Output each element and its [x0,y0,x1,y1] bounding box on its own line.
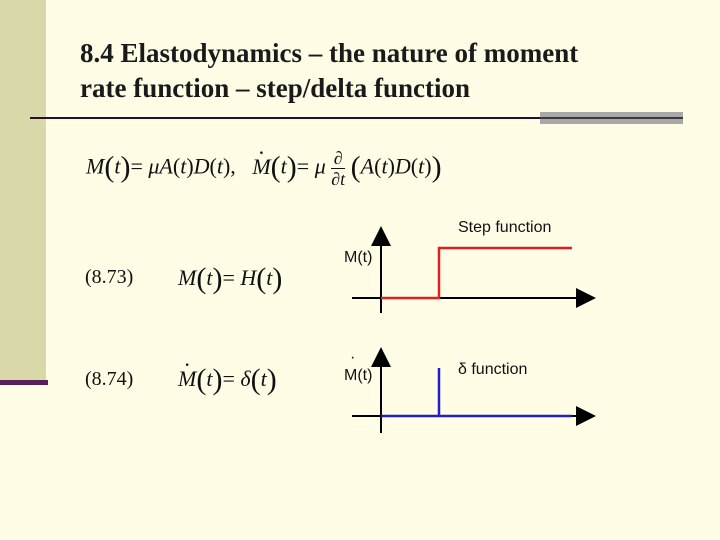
delta-graph-title: δ function [458,361,528,378]
step-graph-ylabel: M(t) [344,249,373,266]
step-graph-xlabel: t [576,288,581,305]
title-line-2: rate function – step/delta function [80,73,470,103]
step-function-curve [381,248,572,298]
step-function-graph [352,236,586,313]
delta-graph-ydot: · [350,349,356,366]
equation-number-873: (8.73) [85,266,134,288]
definition-equation: M(t)= μA(t)D(t), · M(t)= μ $\frac{\partial}{\partial t}$ (A(t)D(t)) [86,148,442,189]
equation-873: M(t)= H(t) [178,262,283,295]
equation-number-874: (8.74) [85,368,134,390]
step-graph-title: Step function [458,219,552,236]
title-line-1: 8.4 Elastodynamics – the nature of moment [80,38,579,68]
delta-graph-xlabel: t [576,406,581,423]
delta-function-curve [381,368,572,416]
delta-function-graph [352,357,586,433]
equation-874: · M(t)= δ(t) [178,363,277,397]
delta-graph-ylabel: M(t) [344,367,373,384]
